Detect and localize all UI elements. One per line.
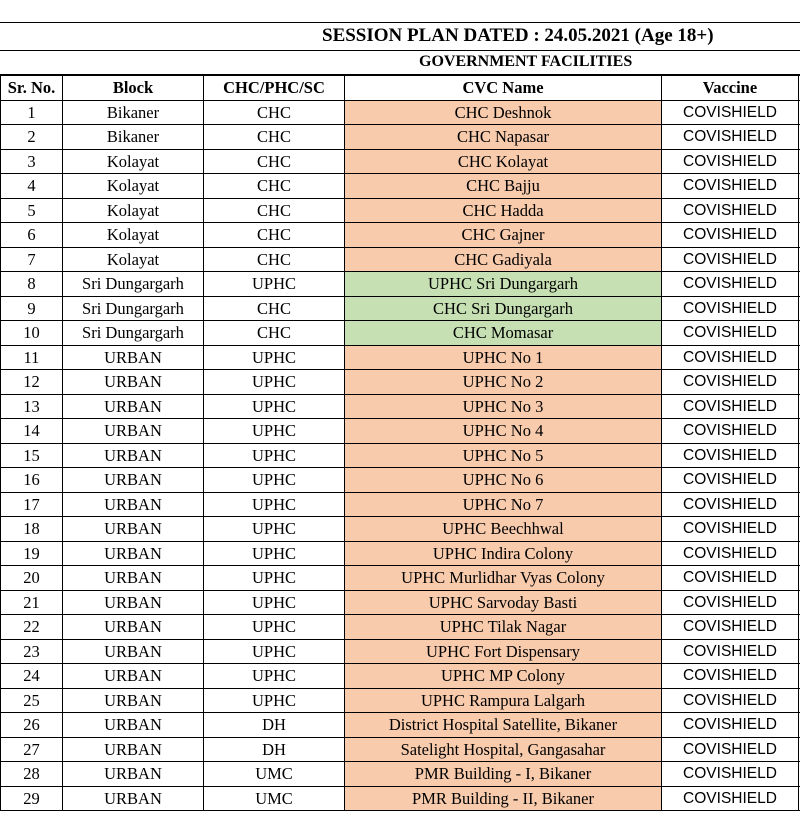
cell-vaccine: COVISHIELD bbox=[662, 762, 799, 787]
cell-vaccine: COVISHIELD bbox=[662, 688, 799, 713]
session-plan-table bbox=[0, 75, 800, 811]
cell-sr-no: 18 bbox=[1, 517, 63, 542]
cell-cvc-name: CHC Bajju bbox=[345, 174, 662, 199]
cell-type: CHC bbox=[204, 247, 345, 272]
cell-sr-no: 25 bbox=[1, 688, 63, 713]
cell-vaccine: COVISHIELD bbox=[662, 321, 799, 346]
cell-type: UPHC bbox=[204, 639, 345, 664]
cell-sr-no: 5 bbox=[1, 198, 63, 223]
cell-type: CHC bbox=[204, 174, 345, 199]
cell-block: Kolayat bbox=[63, 198, 204, 223]
cell-vaccine: COVISHIELD bbox=[662, 664, 799, 689]
cell-type: UMC bbox=[204, 762, 345, 787]
cell-sr-no: 8 bbox=[1, 272, 63, 297]
cell-sr-no: 13 bbox=[1, 394, 63, 419]
cell-block: URBAN bbox=[63, 419, 204, 444]
table-row bbox=[1, 272, 800, 297]
header-row bbox=[1, 76, 800, 101]
cell-vaccine: COVISHIELD bbox=[662, 419, 799, 444]
table-row bbox=[1, 468, 800, 493]
cell-block: Kolayat bbox=[63, 174, 204, 199]
cell-vaccine: COVISHIELD bbox=[662, 566, 799, 591]
table-row bbox=[1, 247, 800, 272]
cell-cvc-name: CHC Gajner bbox=[345, 223, 662, 248]
cell-vaccine: COVISHIELD bbox=[662, 345, 799, 370]
cell-cvc-name: PMR Building - II, Bikaner bbox=[345, 786, 662, 811]
table-row bbox=[1, 345, 800, 370]
cell-type: UPHC bbox=[204, 590, 345, 615]
cell-type: UPHC bbox=[204, 443, 345, 468]
cell-cvc-name: UPHC No 7 bbox=[345, 492, 662, 517]
cell-cvc-name: UPHC No 1 bbox=[345, 345, 662, 370]
table-row bbox=[1, 664, 800, 689]
cell-sr-no: 4 bbox=[1, 174, 63, 199]
cell-cvc-name: UPHC Murlidhar Vyas Colony bbox=[345, 566, 662, 591]
cell-vaccine: COVISHIELD bbox=[662, 198, 799, 223]
cell-sr-no: 9 bbox=[1, 296, 63, 321]
cell-type: UPHC bbox=[204, 566, 345, 591]
cell-vaccine: COVISHIELD bbox=[662, 125, 799, 150]
cell-type: CHC bbox=[204, 321, 345, 346]
cell-cvc-name: UPHC Rampura Lalgarh bbox=[345, 688, 662, 713]
cell-vaccine: COVISHIELD bbox=[662, 272, 799, 297]
cell-block: Kolayat bbox=[63, 247, 204, 272]
cell-type: UPHC bbox=[204, 394, 345, 419]
cell-type: UMC bbox=[204, 786, 345, 811]
cell-sr-no: 29 bbox=[1, 786, 63, 811]
cell-sr-no: 19 bbox=[1, 541, 63, 566]
table-row bbox=[1, 223, 800, 248]
table-row bbox=[1, 786, 800, 811]
cell-sr-no: 3 bbox=[1, 149, 63, 174]
table-row bbox=[1, 688, 800, 713]
table-row bbox=[1, 639, 800, 664]
cell-vaccine: COVISHIELD bbox=[662, 492, 799, 517]
title-row bbox=[0, 22, 800, 51]
cell-sr-no: 17 bbox=[1, 492, 63, 517]
table-row bbox=[1, 370, 800, 395]
cell-cvc-name: CHC Kolayat bbox=[345, 149, 662, 174]
cell-sr-no: 15 bbox=[1, 443, 63, 468]
column-header-type: CHC/PHC/SC bbox=[204, 76, 345, 101]
cell-cvc-name: UPHC Sarvoday Basti bbox=[345, 590, 662, 615]
cell-sr-no: 26 bbox=[1, 713, 63, 738]
table-row bbox=[1, 762, 800, 787]
cell-cvc-name: UPHC Indira Colony bbox=[345, 541, 662, 566]
cell-type: UPHC bbox=[204, 517, 345, 542]
cell-vaccine: COVISHIELD bbox=[662, 517, 799, 542]
subtitle-row bbox=[0, 50, 800, 75]
cell-block: Sri Dungargarh bbox=[63, 321, 204, 346]
cell-vaccine: COVISHIELD bbox=[662, 786, 799, 811]
cell-type: DH bbox=[204, 737, 345, 762]
cell-block: URBAN bbox=[63, 664, 204, 689]
cell-type: UPHC bbox=[204, 688, 345, 713]
cell-type: CHC bbox=[204, 125, 345, 150]
cell-type: DH bbox=[204, 713, 345, 738]
table-row bbox=[1, 198, 800, 223]
cell-cvc-name: CHC Napasar bbox=[345, 125, 662, 150]
cell-type: CHC bbox=[204, 296, 345, 321]
cell-sr-no: 7 bbox=[1, 247, 63, 272]
cell-vaccine: COVISHIELD bbox=[662, 443, 799, 468]
page-title: SESSION PLAN DATED : 24.05.2021 (Age 18+) bbox=[322, 25, 714, 46]
table-row bbox=[1, 419, 800, 444]
cell-vaccine: COVISHIELD bbox=[662, 370, 799, 395]
table-row bbox=[1, 566, 800, 591]
table-row bbox=[1, 125, 800, 150]
cell-block: URBAN bbox=[63, 566, 204, 591]
cell-cvc-name: CHC Deshnok bbox=[345, 100, 662, 125]
cell-sr-no: 16 bbox=[1, 468, 63, 493]
cell-block: URBAN bbox=[63, 590, 204, 615]
table-body bbox=[1, 100, 800, 811]
cell-block: Sri Dungargarh bbox=[63, 296, 204, 321]
cell-type: UPHC bbox=[204, 541, 345, 566]
cell-block: Bikaner bbox=[63, 100, 204, 125]
cell-sr-no: 27 bbox=[1, 737, 63, 762]
cell-block: URBAN bbox=[63, 737, 204, 762]
cell-block: URBAN bbox=[63, 345, 204, 370]
cell-block: URBAN bbox=[63, 639, 204, 664]
column-header-cvc-name: CVC Name bbox=[345, 76, 662, 101]
cell-type: CHC bbox=[204, 198, 345, 223]
cell-sr-no: 2 bbox=[1, 125, 63, 150]
cell-type: UPHC bbox=[204, 468, 345, 493]
table-row bbox=[1, 296, 800, 321]
cell-vaccine: COVISHIELD bbox=[662, 639, 799, 664]
cell-vaccine: COVISHIELD bbox=[662, 296, 799, 321]
table-row bbox=[1, 492, 800, 517]
cell-block: URBAN bbox=[63, 443, 204, 468]
table-row bbox=[1, 100, 800, 125]
cell-type: CHC bbox=[204, 100, 345, 125]
cell-cvc-name: CHC Sri Dungargarh bbox=[345, 296, 662, 321]
cell-sr-no: 22 bbox=[1, 615, 63, 640]
cell-cvc-name: UPHC Fort Dispensary bbox=[345, 639, 662, 664]
cell-block: URBAN bbox=[63, 786, 204, 811]
cell-type: CHC bbox=[204, 223, 345, 248]
table-row bbox=[1, 737, 800, 762]
cell-sr-no: 11 bbox=[1, 345, 63, 370]
table-row bbox=[1, 517, 800, 542]
cell-block: URBAN bbox=[63, 713, 204, 738]
cell-cvc-name: UPHC No 5 bbox=[345, 443, 662, 468]
cell-block: URBAN bbox=[63, 394, 204, 419]
cell-vaccine: COVISHIELD bbox=[662, 174, 799, 199]
cell-sr-no: 14 bbox=[1, 419, 63, 444]
cell-vaccine: COVISHIELD bbox=[662, 468, 799, 493]
cell-vaccine: COVISHIELD bbox=[662, 737, 799, 762]
table-row bbox=[1, 394, 800, 419]
cell-vaccine: COVISHIELD bbox=[662, 615, 799, 640]
cell-cvc-name: UPHC MP Colony bbox=[345, 664, 662, 689]
cell-type: UPHC bbox=[204, 615, 345, 640]
cell-sr-no: 10 bbox=[1, 321, 63, 346]
cell-vaccine: COVISHIELD bbox=[662, 247, 799, 272]
cell-vaccine: COVISHIELD bbox=[662, 541, 799, 566]
cell-cvc-name: Satelight Hospital, Gangasahar bbox=[345, 737, 662, 762]
cell-block: URBAN bbox=[63, 688, 204, 713]
cell-cvc-name: CHC Gadiyala bbox=[345, 247, 662, 272]
cell-cvc-name: UPHC Sri Dungargarh bbox=[345, 272, 662, 297]
table-row bbox=[1, 174, 800, 199]
cell-sr-no: 20 bbox=[1, 566, 63, 591]
cell-sr-no: 21 bbox=[1, 590, 63, 615]
table-row bbox=[1, 615, 800, 640]
cell-type: UPHC bbox=[204, 345, 345, 370]
column-header-block: Block bbox=[63, 76, 204, 101]
cell-cvc-name: UPHC Tilak Nagar bbox=[345, 615, 662, 640]
table-row bbox=[1, 541, 800, 566]
cell-vaccine: COVISHIELD bbox=[662, 394, 799, 419]
cell-sr-no: 1 bbox=[1, 100, 63, 125]
cell-type: UPHC bbox=[204, 370, 345, 395]
table-row bbox=[1, 149, 800, 174]
cell-sr-no: 24 bbox=[1, 664, 63, 689]
cell-block: Bikaner bbox=[63, 125, 204, 150]
cell-cvc-name: UPHC Beechhwal bbox=[345, 517, 662, 542]
cell-sr-no: 12 bbox=[1, 370, 63, 395]
cell-vaccine: COVISHIELD bbox=[662, 713, 799, 738]
cell-block: URBAN bbox=[63, 468, 204, 493]
cell-type: CHC bbox=[204, 149, 345, 174]
cell-block: URBAN bbox=[63, 517, 204, 542]
cell-cvc-name: CHC Hadda bbox=[345, 198, 662, 223]
cell-cvc-name: CHC Momasar bbox=[345, 321, 662, 346]
table-row bbox=[1, 590, 800, 615]
column-header-sr-no: Sr. No. bbox=[1, 76, 63, 101]
column-header-vaccine: Vaccine bbox=[662, 76, 799, 101]
cell-block: URBAN bbox=[63, 492, 204, 517]
cell-cvc-name: District Hospital Satellite, Bikaner bbox=[345, 713, 662, 738]
cell-block: Sri Dungargarh bbox=[63, 272, 204, 297]
cell-sr-no: 28 bbox=[1, 762, 63, 787]
cell-cvc-name: UPHC No 3 bbox=[345, 394, 662, 419]
cell-cvc-name: UPHC No 4 bbox=[345, 419, 662, 444]
cell-cvc-name: UPHC No 2 bbox=[345, 370, 662, 395]
cell-vaccine: COVISHIELD bbox=[662, 223, 799, 248]
cell-block: Kolayat bbox=[63, 223, 204, 248]
table-row bbox=[1, 443, 800, 468]
cell-vaccine: COVISHIELD bbox=[662, 100, 799, 125]
cell-type: UPHC bbox=[204, 419, 345, 444]
cell-block: Kolayat bbox=[63, 149, 204, 174]
cell-sr-no: 6 bbox=[1, 223, 63, 248]
cell-block: URBAN bbox=[63, 541, 204, 566]
page-subtitle: GOVERNMENT FACILITIES bbox=[419, 53, 633, 70]
cell-sr-no: 23 bbox=[1, 639, 63, 664]
cell-cvc-name: PMR Building - I, Bikaner bbox=[345, 762, 662, 787]
cell-type: UPHC bbox=[204, 492, 345, 517]
cell-block: URBAN bbox=[63, 762, 204, 787]
table-row bbox=[1, 713, 800, 738]
cell-type: UPHC bbox=[204, 664, 345, 689]
cell-cvc-name: UPHC No 6 bbox=[345, 468, 662, 493]
cell-vaccine: COVISHIELD bbox=[662, 149, 799, 174]
table-row bbox=[1, 321, 800, 346]
cell-block: URBAN bbox=[63, 615, 204, 640]
cell-type: UPHC bbox=[204, 272, 345, 297]
cell-vaccine: COVISHIELD bbox=[662, 590, 799, 615]
cell-block: URBAN bbox=[63, 370, 204, 395]
